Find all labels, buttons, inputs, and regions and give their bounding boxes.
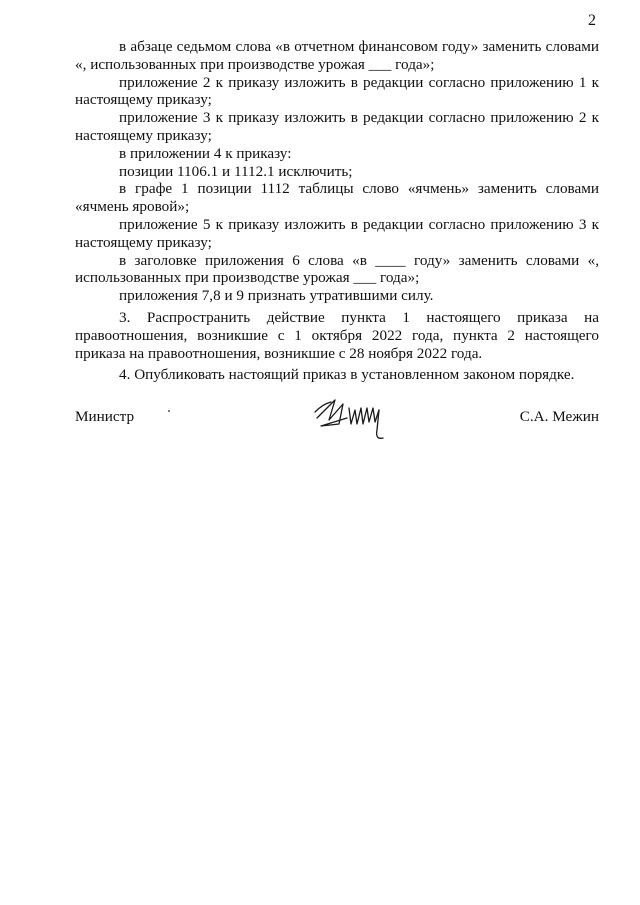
signatory-name: С.А. Межин bbox=[519, 408, 599, 425]
signature-block bbox=[75, 402, 599, 452]
paragraph: в абзаце седьмом слова «в отчетном финансовом году» заменить словами «, использованных при производстве урожая ___ года»; bbox=[75, 38, 599, 73]
paragraph: приложение 5 к приказу изложить в редакции согласно приложению 3 к настоящему приказу; bbox=[75, 215, 599, 251]
handwritten-signature bbox=[313, 390, 403, 448]
signatory-title: Министр bbox=[75, 408, 135, 425]
paragraph: приложения 7,8 и 9 признать утратившими силу. bbox=[119, 287, 434, 305]
paragraph: позиции 1106.1 и 1112.1 исключить; bbox=[119, 162, 353, 180]
document-body bbox=[75, 38, 599, 384]
paragraph: приложение 3 к приказу изложить в редакции согласно приложению 2 к настоящему приказу; bbox=[75, 109, 599, 144]
paragraph: 4. Опубликовать настоящий приказ в установленном законом порядке. bbox=[119, 366, 575, 384]
paragraph: в приложении 4 к приказу: bbox=[119, 144, 292, 162]
paragraph: приложение 2 к приказу изложить в редакции согласно приложению 1 к настоящему приказу; bbox=[75, 73, 599, 109]
paragraph: 3. Распространить действие пункта 1 настоящего приказа на правоотношения, возникшие с 1 октября 2022 года, пункта 2 настоящего приказа на правоотношения, возникшие с 28 ноября 2022 года. bbox=[75, 308, 599, 362]
paragraph: в графе 1 позиции 1112 таблицы слово «ячмень» заменить словами «ячмень яровой»; bbox=[75, 180, 599, 216]
paragraph: в заголовке приложения 6 слова «в ____ году» заменить словами «, использованных при производстве урожая ___ года»; bbox=[75, 251, 599, 287]
page-number: 2 bbox=[588, 12, 596, 29]
